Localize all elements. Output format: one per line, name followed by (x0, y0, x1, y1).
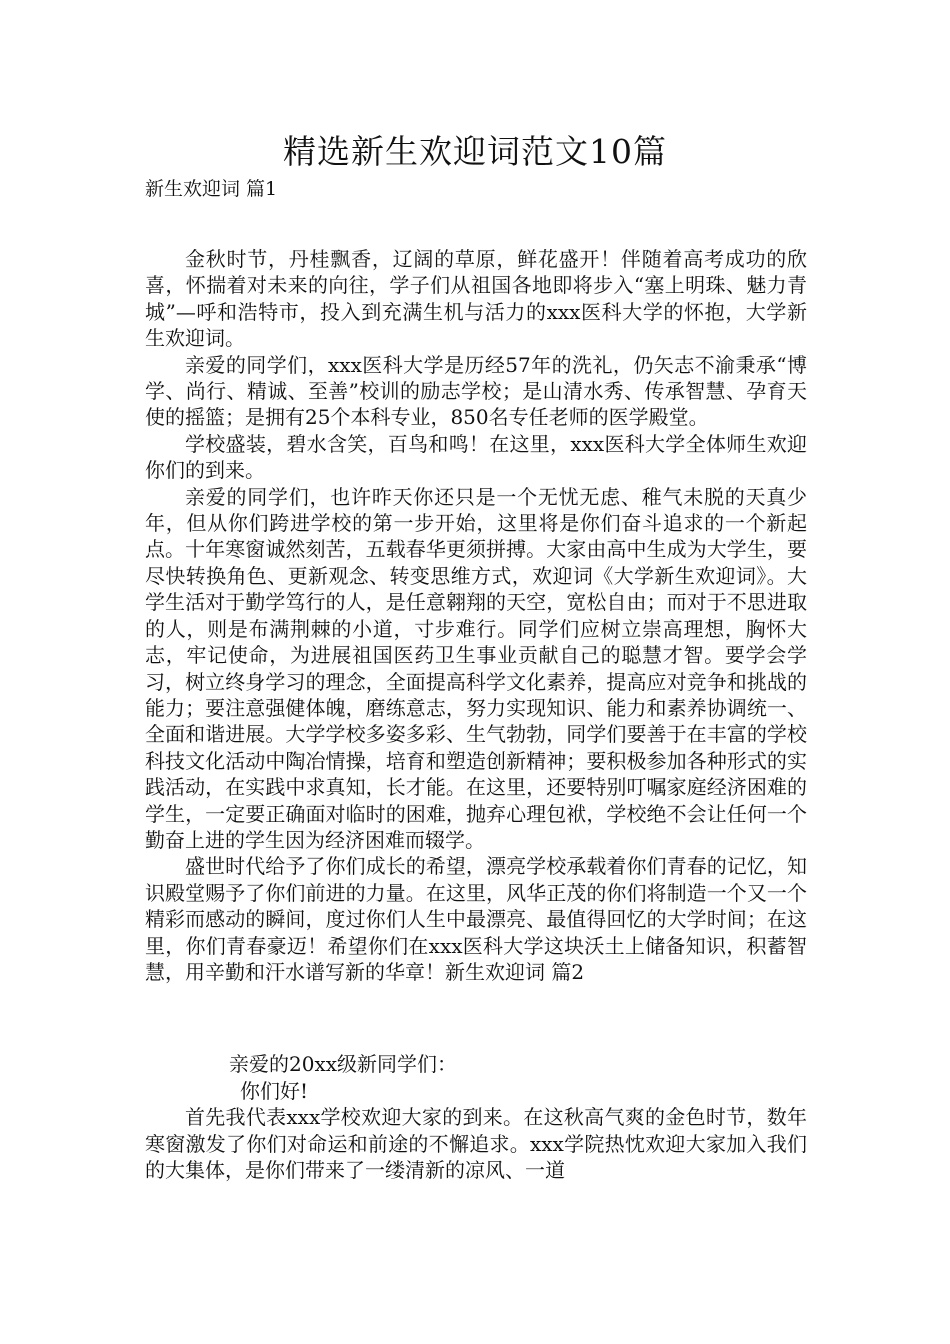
paragraph: 亲爱的同学们，也许昨天你还只是一个无忧无虑、稚气未脱的天真少年，但从你们跨进学校的第一步开始，这里将是你们奋斗追求的一个新起点。十年寒窗诚然刻苦，五载春华更须拼搏。大家由高中生成为大学生，要尽快转换角色、更新观念、转变思维方式，欢迎词《大学新生欢迎词》。大学生活对于勤学笃行的人，是任意翱翔的天空，宽松自由；而对于不思进取的人，则是布满荆棘的小道，寸步难行。同学们应树立崇高理想，胸怀大志，牢记使命，为进展祖国医药卫生事业贡献自己的聪慧才智。要学会学习，树立终身学习的理念，全面提高科学文化素养，提高应对竞争和挑战的能力；要注意强健体魄，磨练意志，努力实现知识、能力和素养协调统一、全面和谐进展。大学学校多姿多彩、生气勃勃，同学们要善于在丰富的学校科技文化活动中陶冶情操，培育和塑造创新精神；要积极参加各种形式的实践活动，在实践中求真知，长才能。在这里，还要特别叮嘱家庭经济困难的学生，一定要正确面对临时的困难，抛弃心理包袱，学校绝不会让任何一个勤奋上进的学生因为经济困难而辍学。 (145, 484, 807, 852)
section-1-heading: 新生欢迎词 篇1 (145, 178, 278, 200)
paragraph: 学校盛装，碧水含笑，百鸟和鸣！在这里，xxx医科大学全体师生欢迎你们的到来。 (145, 431, 807, 483)
salutation: 亲爱的20xx级新同学们： (229, 1052, 458, 1077)
section-gap (145, 985, 807, 1051)
paragraph-text: 盛世时代给予了你们成长的希望，漂亮学校承载着你们青春的记忆，知识殿堂赐予了你们前进的力量。在这里，风华正茂的你们将制造一个又一个精彩而感动的瞬间，度过你们人生中最漂亮、最值得回忆的大学时间；在这里，你们青春豪迈！希望你们在xxx医科大学这块沃土上储备知识，积蓄智慧，用辛勤和汗水谱写新的华章！ (145, 854, 807, 984)
document-body (145, 246, 807, 1183)
paragraph: 亲爱的同学们，xxx医科大学是历经57年的洗礼，仍矢志不渝秉承“博学、尚行、精诚、至善”校训的励志学校；是山清水秀、传承智慧、孕育天使的摇篮；是拥有25个本科专业，850名专任老师的医学殿堂。 (145, 352, 807, 430)
paragraph-with-next-heading (145, 853, 807, 985)
paragraph: 金秋时节，丹桂飘香，辽阔的草原，鲜花盛开！伴随着高考成功的欣喜，怀揣着对未来的向往，学子们从祖国各地即将步入“塞上明珠、魅力青城”—呼和浩特市，投入到充满生机与活力的xxx医科大学的怀抱，大学新生欢迎词。 (145, 247, 807, 351)
section-2-heading: 新生欢迎词 篇2 (445, 959, 585, 984)
document-title: 精选新生欢迎词范文10篇 (283, 132, 667, 171)
paragraph: 首先我代表xxx学校欢迎大家的到来。在这秋高气爽的金色时节，数年寒窗激发了你们对命运和前途的不懈追求。xxx学院热忱欢迎大家加入我们的大集体，是你们带来了一缕清新的凉风、一道 (145, 1105, 807, 1182)
greeting: 你们好! (240, 1078, 309, 1103)
